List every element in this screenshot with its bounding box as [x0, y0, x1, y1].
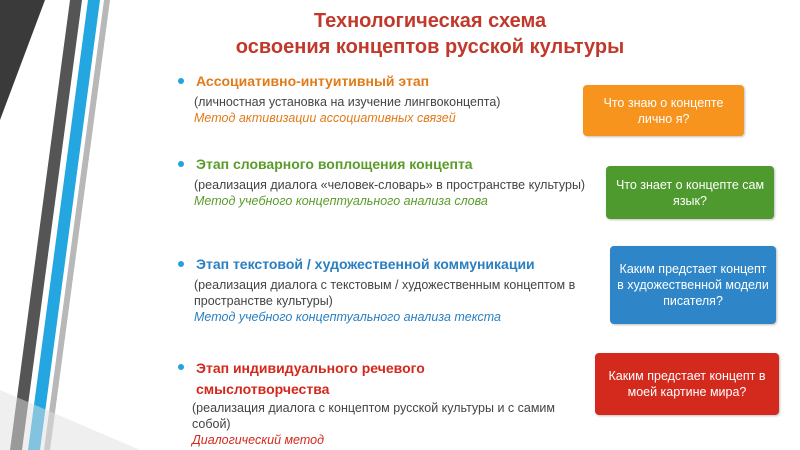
page-title: [180, 8, 680, 60]
stage-2-detail: (реализация диалога «человек-словарь» в пространстве культуры): [194, 178, 586, 192]
stage-4-name: Этап индивидуального речевого смыслотворчества: [196, 360, 425, 397]
title-line-2: освоения концептов русской культуры: [235, 36, 625, 58]
stage-4-method: Диалогический метод: [192, 433, 325, 447]
stage-1-detail: (личностная установка на изучение лингвоконцепта): [194, 95, 501, 109]
stage-3-description: [194, 277, 589, 325]
decorative-stripes: [0, 0, 140, 450]
bullet-icon: [178, 364, 184, 370]
question-box-2: Что знает о концепте сам язык?: [606, 166, 774, 219]
title-line-1: Технологическая схема: [313, 10, 547, 32]
stage-1-method: Метод активизации ассоциативных связей: [194, 111, 456, 125]
stage-3-method: Метод учебного концептуального анализа текста: [194, 310, 501, 324]
stage-4-detail: (реализация диалога с концептом русской культуры и с самим собой): [192, 401, 556, 431]
stage-2-name: Этап словарного воплощения концепта: [196, 156, 473, 172]
bullet-icon: [178, 78, 184, 84]
stage-4-description: [192, 400, 592, 448]
question-box-1: Что знаю о концепте лично я?: [583, 85, 744, 136]
stage-3-detail: (реализация диалога с текстовым / художественным концептом в пространстве культуры): [194, 278, 576, 308]
stage-1-name: Ассоциативно-интуитивный этап: [196, 73, 430, 89]
bullet-icon: [178, 261, 184, 267]
stage-1-description: [194, 94, 594, 126]
stage-2-description: [194, 177, 604, 209]
stage-3-name: Этап текстовой / художественной коммуникации: [196, 256, 535, 272]
stage-2-method: Метод учебного концептуального анализа слова: [194, 194, 488, 208]
question-box-4: Каким предстает концепт в моей картине мира?: [595, 353, 779, 415]
bullet-icon: [178, 161, 184, 167]
question-box-3: Каким предстает концепт в художественной модели писателя?: [610, 246, 776, 324]
